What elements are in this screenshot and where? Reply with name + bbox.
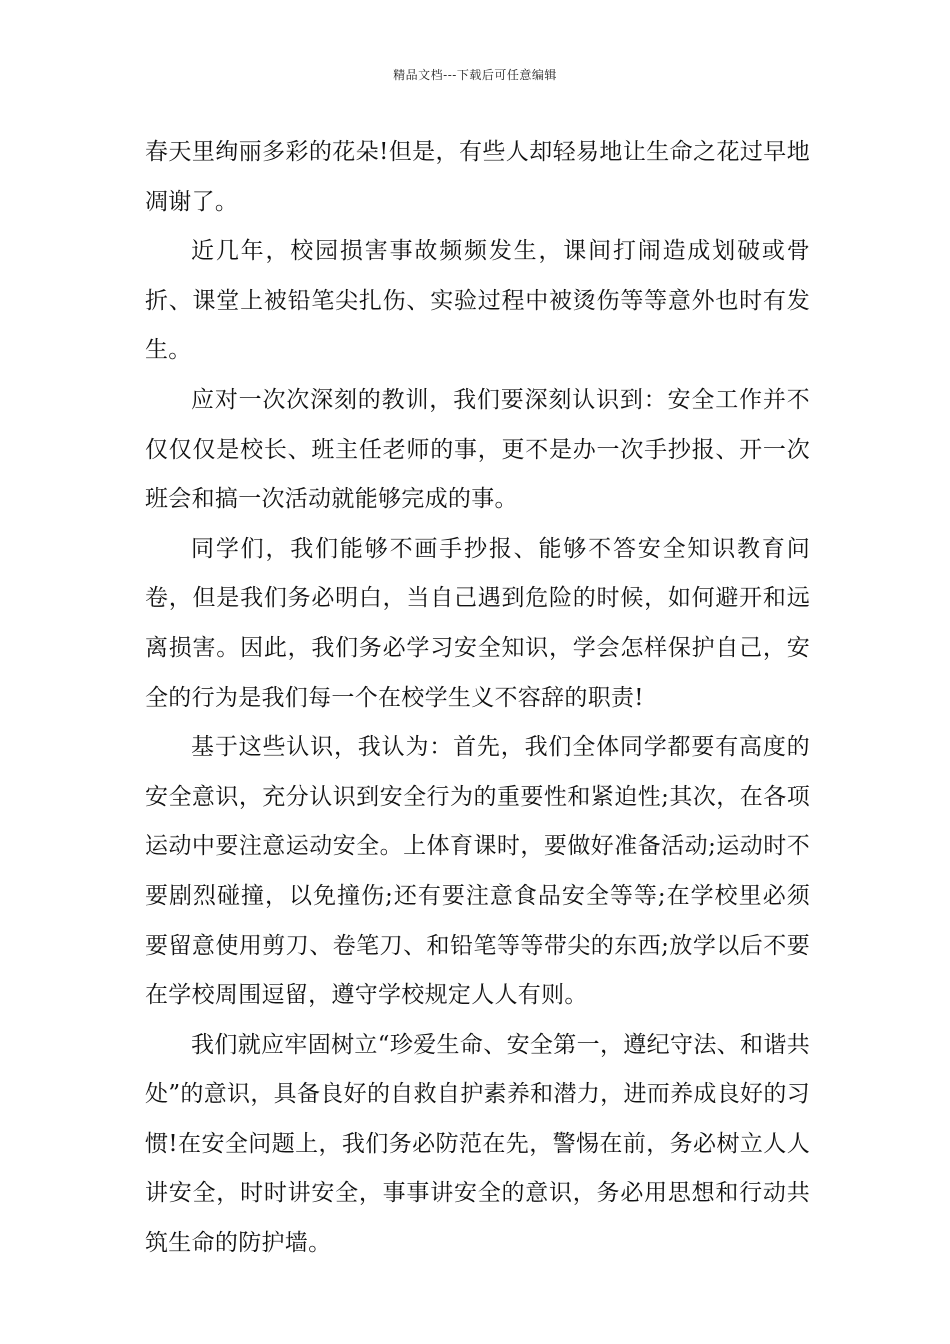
- paragraph-2: 近几年，校园损害事故频频发生，课间打闹造成划破或骨折、课堂上被铅笔尖扎伤、实验过程中被烫伤等等意外也时有发生。: [145, 238, 810, 364]
- paragraph-6: 我们就应牢固树立“珍爱生命、安全第一，遵纪守法、和谐共处”的意识，具备良好的自救自护素养和潜力，进而养成良好的习惯!在安全问题上，我们务必防范在先，警惕在前，务必树立人人讲安全，时时讲安全，事事讲安全的意识，务必用思想和行动共筑生命的防护墙。: [145, 1031, 810, 1257]
- page-header: 精品文档---下载后可任意编辑: [393, 68, 557, 82]
- paragraph-4: 同学们，我们能够不画手抄报、能够不答安全知识教育问卷，但是我们务必明白，当自己遇到危险的时候，如何避开和远离损害。因此，我们务必学习安全知识，学会怎样保护自己，安全的行为是我们每一个在校学生义不容辞的职责!: [145, 535, 810, 711]
- paragraph-5: 基于这些认识，我认为：首先，我们全体同学都要有高度的安全意识，充分认识到安全行为的重要性和紧迫性;其次，在各项运动中要注意运动安全。上体育课时，要做好准备活动;运动时不要剧烈碰撞，以免撞伤;还有要注意食品安全等等;在学校里必须要留意使用剪刀、卷笔刀、和铅笔等等带尖的东西;放学以后不要在学校周围逗留，遵守学校规定人人有则。: [145, 734, 810, 1009]
- document-body: [145, 128, 810, 1269]
- paragraph-3: 应对一次次深刻的教训，我们要深刻认识到：安全工作并不仅仅仅是校长、班主任老师的事，更不是办一次手抄报、开一次班会和搞一次活动就能够完成的事。: [145, 386, 810, 513]
- paragraph-1: 春天里绚丽多彩的花朵!但是，有些人却轻易地让生命之花过早地凋谢了。: [145, 139, 810, 215]
